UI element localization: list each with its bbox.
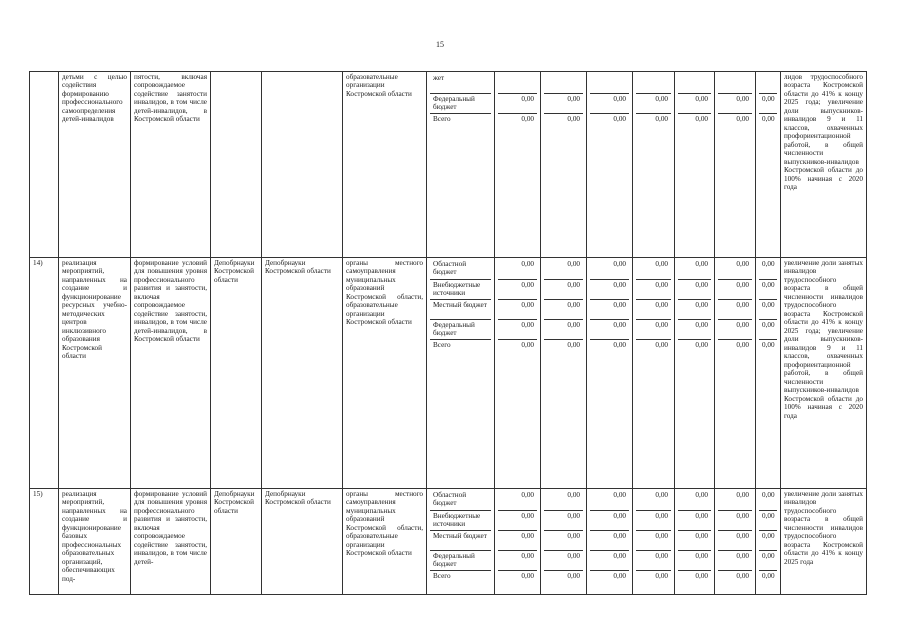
- funding-year-column: [587, 72, 633, 258]
- funding-amount: 0,00: [590, 113, 629, 133]
- responsible-cell: Депобрнауки Костромской области: [211, 489, 262, 595]
- table-row: [30, 258, 867, 489]
- row-number: 14): [30, 258, 59, 489]
- funding-year-column: [587, 489, 633, 595]
- funding-year-column: [633, 489, 675, 595]
- funding-amount: 0,00: [678, 279, 711, 299]
- funding-source-label: Внебюджетные источники: [430, 510, 491, 530]
- funding-amount: 0,00: [655, 260, 668, 268]
- funding-amount: [636, 73, 671, 93]
- funding-amount: 0,00: [590, 570, 629, 590]
- funding-amount: [759, 73, 777, 93]
- funding-source-label: Областной бюджет: [433, 260, 467, 277]
- funding-amount: 0,00: [636, 93, 671, 113]
- row-number: [30, 72, 59, 258]
- funding-amount: 0,00: [498, 319, 537, 339]
- funding-amount: 0,00: [718, 339, 752, 359]
- coexecutor-cell: [262, 72, 343, 258]
- funding-year-column: [675, 72, 715, 258]
- funding-amount: 0,00: [590, 279, 629, 299]
- goal-cell: пятости, включая сопровождаемое содействие занятости инвалидов, в том числе детей-инвалидов, в Костромской области: [131, 72, 211, 258]
- funding-amount: 0,00: [498, 530, 537, 550]
- funding-source-label: Внебюджетные источники: [430, 279, 491, 299]
- funding-amount: [498, 73, 537, 93]
- funding-source-label: Всего: [430, 113, 491, 133]
- funding-year-column: [495, 489, 541, 595]
- funding-amount: 0,00: [544, 113, 583, 133]
- funding-amount: 0,00: [718, 510, 752, 530]
- funding-year-column: [715, 258, 756, 489]
- funding-amount: 0,00: [636, 279, 671, 299]
- funding-source-label: Федеральный бюджет: [430, 93, 491, 113]
- funding-amount: 0,00: [718, 93, 752, 113]
- funding-amount: 0,00: [636, 299, 671, 319]
- funding-amount: 0,00: [521, 491, 534, 499]
- funding-amount: 0,00: [590, 319, 629, 339]
- funding-year-column: [495, 258, 541, 489]
- participants-cell: образовательные организации Костромской области: [343, 72, 427, 258]
- coexecutor-cell: Депобрнауки Костромской области: [262, 258, 343, 489]
- funding-amount: 0,00: [759, 93, 777, 113]
- event-cell: реализация мероприятий, направленных на создание и функционирование ресурсных учебно-методических центров инклюзивного образования Костромской области: [59, 258, 131, 489]
- funding-amount: 0,00: [759, 510, 777, 530]
- funding-amount: 0,00: [544, 550, 583, 570]
- funding-year-column: [756, 258, 781, 489]
- funding-amount: 0,00: [678, 319, 711, 339]
- funding-year-column: [495, 72, 541, 258]
- funding-amount: 0,00: [759, 113, 777, 133]
- funding-amount: 0,00: [544, 93, 583, 113]
- funding-amount: 0,00: [636, 319, 671, 339]
- funding-amount: 0,00: [695, 491, 708, 499]
- funding-amount: 0,00: [762, 491, 775, 499]
- funding-amount: 0,00: [590, 550, 629, 570]
- funding-amount: 0,00: [695, 260, 708, 268]
- funding-source-label: Местный бюджет: [430, 530, 491, 550]
- funding-amount: 0,00: [544, 339, 583, 359]
- funding-amount: 0,00: [678, 113, 711, 133]
- funding-amount: 0,00: [544, 570, 583, 590]
- funding-amount: 0,00: [544, 530, 583, 550]
- funding-amount: [718, 73, 752, 93]
- funding-amount: 0,00: [498, 113, 537, 133]
- funding-year-column: [541, 72, 587, 258]
- funding-amount: 0,00: [498, 550, 537, 570]
- funding-amount: 0,00: [678, 570, 711, 590]
- funding-amount: 0,00: [636, 550, 671, 570]
- funding-amount: 0,00: [759, 530, 777, 550]
- funding-amount: 0,00: [636, 530, 671, 550]
- row-number: 15): [30, 489, 59, 595]
- table-row: [30, 489, 867, 595]
- funding-year-column: [756, 489, 781, 595]
- funding-year-column: [756, 72, 781, 258]
- funding-source-label: Областной бюджет: [433, 491, 467, 508]
- funding-amount: 0,00: [762, 260, 775, 268]
- funding-amount: 0,00: [718, 113, 752, 133]
- funding-amount: [590, 73, 629, 93]
- funding-amount: 0,00: [590, 510, 629, 530]
- funding-amount: 0,00: [736, 260, 749, 268]
- funding-amount: 0,00: [498, 339, 537, 359]
- participants-cell: органы местного самоуправления муниципальных образований Костромской области, образовательные организации Костромской области: [343, 258, 427, 489]
- funding-amount: 0,00: [498, 510, 537, 530]
- funding-amount: 0,00: [736, 491, 749, 499]
- funding-source-label: жет: [433, 74, 445, 82]
- funding-amount: 0,00: [655, 491, 668, 499]
- funding-amount: 0,00: [544, 279, 583, 299]
- funding-amount: 0,00: [498, 93, 537, 113]
- funding-amount: 0,00: [718, 299, 752, 319]
- funding-amount: 0,00: [636, 510, 671, 530]
- funding-amount: 0,00: [678, 93, 711, 113]
- funding-amount: 0,00: [759, 570, 777, 590]
- funding-amount: 0,00: [498, 279, 537, 299]
- funding-amount: 0,00: [498, 570, 537, 590]
- goal-cell: формирование условий для повышения уровня профессионального развития и занятости, включая сопровождаемое содействие занятости, инвалидов, в том числе детей-: [131, 489, 211, 595]
- funding-year-column: [633, 72, 675, 258]
- funding-year-column: [541, 258, 587, 489]
- funding-amount: 0,00: [759, 319, 777, 339]
- program-table: [29, 71, 867, 595]
- event-cell: реализация мероприятий, направленных на создание и функционирование базовых профессиональных образовательных организаций, обеспечивающих под-: [59, 489, 131, 595]
- funding-amount: 0,00: [590, 339, 629, 359]
- funding-source-label: Федеральный бюджет: [430, 550, 491, 570]
- table-row: [30, 72, 867, 258]
- funding-year-column: [675, 258, 715, 489]
- funding-year-column: [675, 489, 715, 595]
- funding-amount: 0,00: [759, 339, 777, 359]
- participants-cell: органы местного самоуправления муниципальных образований Костромской области, образовательные организации Костромской области: [343, 489, 427, 595]
- funding-amount: 0,00: [544, 299, 583, 319]
- funding-amount: 0,00: [636, 570, 671, 590]
- funding-year-column: [587, 258, 633, 489]
- funding-source-label: Федеральный бюджет: [430, 319, 491, 339]
- funding-amount: 0,00: [678, 550, 711, 570]
- funding-year-column: [633, 258, 675, 489]
- funding-amount: 0,00: [759, 299, 777, 319]
- funding-amount: 0,00: [678, 510, 711, 530]
- expected-result-cell: лидов трудоспособного возраста Костромской области до 41% к концу 2025 года; увеличение доли выпускников-инвалидов 9 и 11 классов, охваченных профориентационной работой, в общей численности выпускников-инвалидов Костромской области до 100% начиная с 2020 года: [781, 72, 867, 258]
- funding-amount: 0,00: [590, 530, 629, 550]
- responsible-cell: Депобрнауки Костромской области: [211, 258, 262, 489]
- expected-result-cell: увеличение доли занятых инвалидов трудоспособного возраста в общей численности инвалидов трудоспособного возраста Костромской области до 41% к концу 2025 года; увеличение доли выпускников-инвалидов 9 и 11 классов, охваченных профориентационной работой, в общей численности выпускников-инвалидов Костромской области до 100% начиная с 2020 года: [781, 258, 867, 489]
- coexecutor-cell: Депобрнауки Костромской области: [262, 489, 343, 595]
- funding-amount: 0,00: [590, 299, 629, 319]
- funding-amount: 0,00: [678, 339, 711, 359]
- funding-amount: 0,00: [759, 279, 777, 299]
- funding-source-label: Местный бюджет: [430, 299, 491, 319]
- expected-result-cell: увеличение доли занятых инвалидов трудоспособного возраста в общей численности инвалидов трудоспособного возраста Костромской области до 41% к концу 2025 года: [781, 489, 867, 595]
- funding-amount: 0,00: [521, 260, 534, 268]
- funding-amount: [544, 73, 583, 93]
- funding-sources-cell: [427, 72, 495, 258]
- funding-amount: 0,00: [678, 299, 711, 319]
- goal-cell: формирование условий для повышения уровня профессионального развития и занятости, включая сопровождаемое содействие занятости, инвалидов, в том числе детей-инвалидов, в Костромской области: [131, 258, 211, 489]
- funding-source-label: Всего: [430, 339, 491, 359]
- funding-sources-cell: [427, 258, 495, 489]
- funding-sources-cell: [427, 489, 495, 595]
- page-number: 15: [436, 40, 444, 49]
- funding-amount: 0,00: [544, 319, 583, 339]
- funding-year-column: [715, 72, 756, 258]
- funding-amount: 0,00: [636, 113, 671, 133]
- funding-amount: 0,00: [567, 491, 580, 499]
- funding-amount: 0,00: [718, 530, 752, 550]
- funding-year-column: [541, 489, 587, 595]
- funding-amount: 0,00: [498, 299, 537, 319]
- funding-amount: 0,00: [718, 279, 752, 299]
- funding-year-column: [715, 489, 756, 595]
- funding-amount: 0,00: [718, 319, 752, 339]
- funding-amount: 0,00: [718, 550, 752, 570]
- funding-amount: 0,00: [759, 550, 777, 570]
- funding-amount: 0,00: [636, 339, 671, 359]
- funding-source-label: Всего: [430, 570, 491, 590]
- responsible-cell: [211, 72, 262, 258]
- funding-amount: 0,00: [567, 260, 580, 268]
- event-cell: детьми с целью содействия формированию профессионального самоопределения детей-инвалидов: [59, 72, 131, 258]
- funding-amount: [678, 73, 711, 93]
- funding-amount: 0,00: [613, 491, 626, 499]
- funding-amount: 0,00: [678, 530, 711, 550]
- funding-amount: 0,00: [544, 510, 583, 530]
- funding-amount: 0,00: [718, 570, 752, 590]
- funding-amount: 0,00: [613, 260, 626, 268]
- funding-amount: 0,00: [590, 93, 629, 113]
